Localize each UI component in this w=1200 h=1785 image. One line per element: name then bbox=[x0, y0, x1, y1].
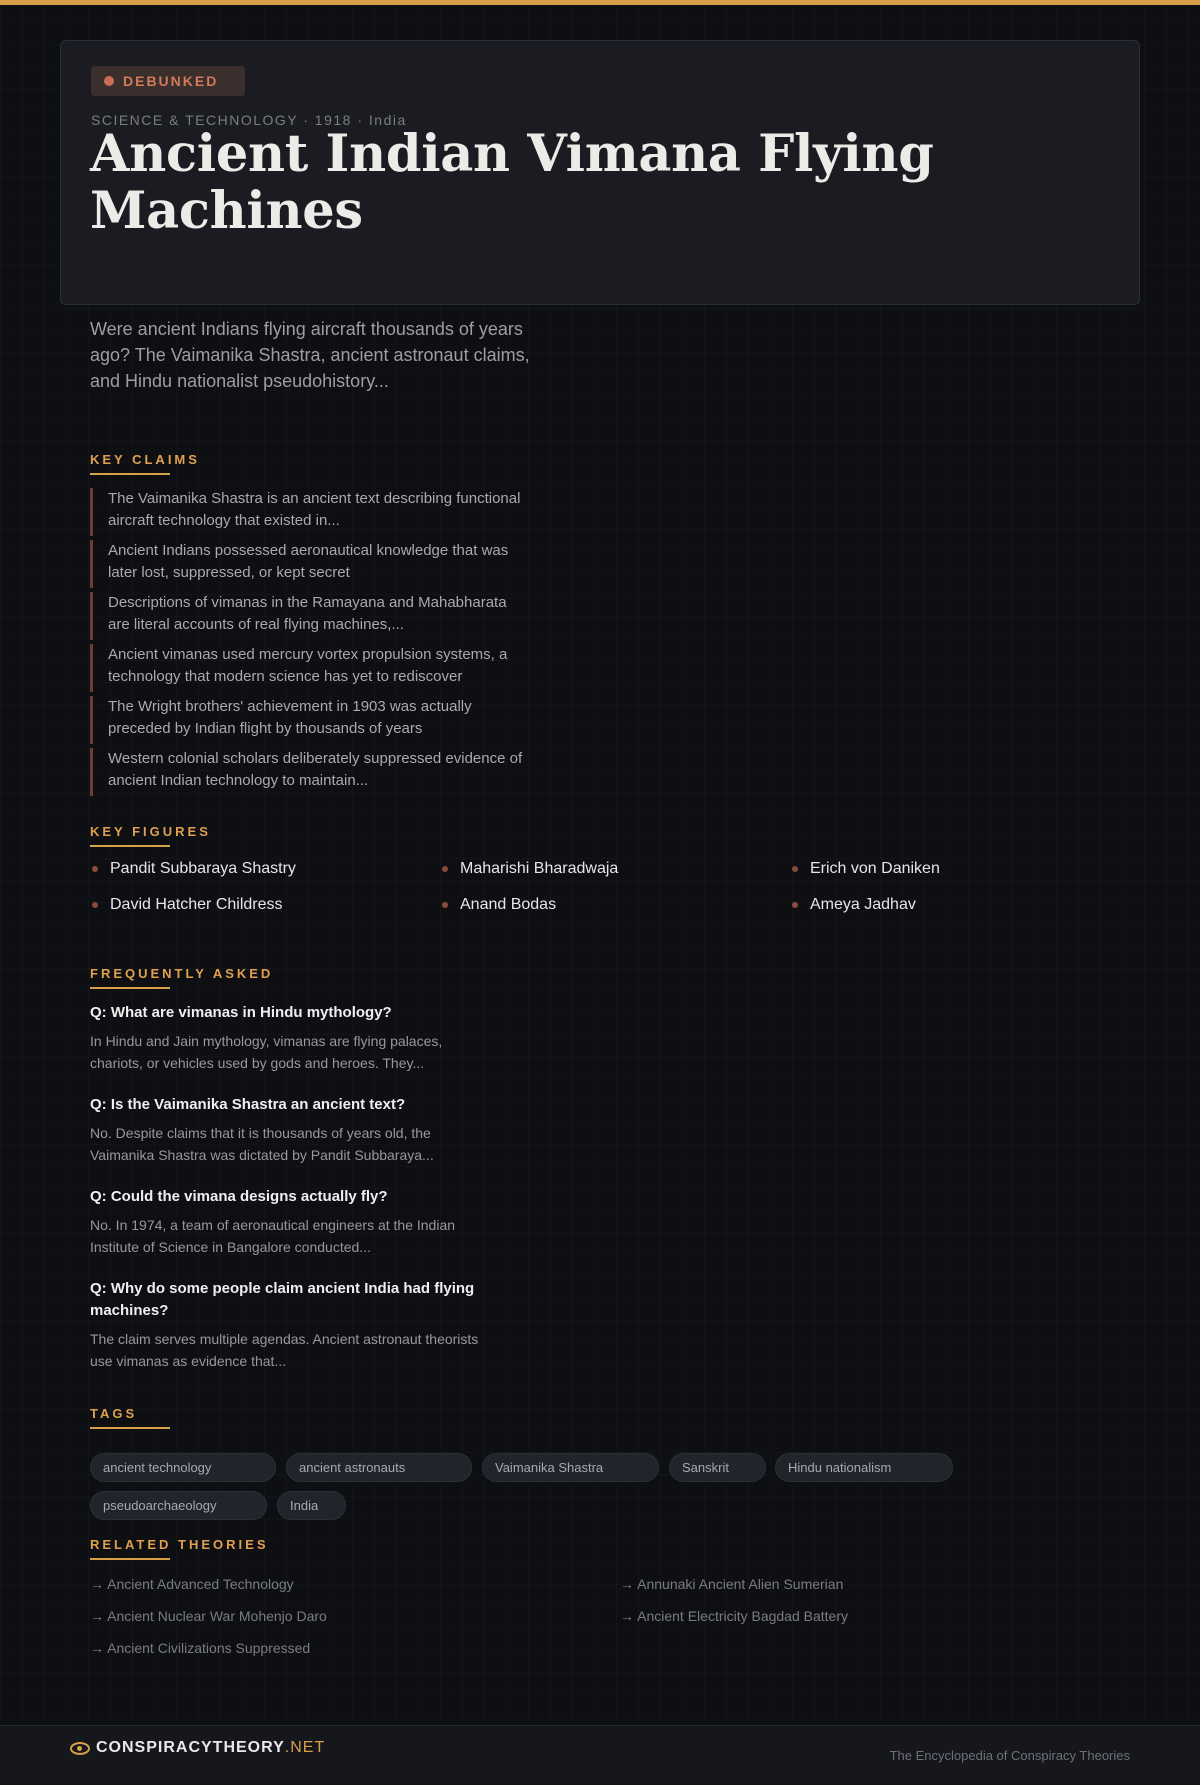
figure-name: David Hatcher Childress bbox=[110, 896, 283, 913]
brand-name: CONSPIRACYTHEORY bbox=[96, 1739, 285, 1756]
tag-chip[interactable]: Sanskrit bbox=[669, 1453, 766, 1482]
brand-tld: .NET bbox=[284, 1739, 326, 1756]
bullet-icon bbox=[792, 902, 798, 908]
figure-name: Maharishi Bharadwaja bbox=[460, 860, 619, 877]
figure-name: Ameya Jadhav bbox=[810, 896, 916, 913]
bullet-icon bbox=[92, 902, 98, 908]
related-rule bbox=[90, 1558, 170, 1560]
faq-question[interactable]: Q: What are vimanas in Hindu mythology? bbox=[90, 1004, 392, 1021]
tag-chip[interactable]: Hindu nationalism bbox=[775, 1453, 953, 1482]
faq-question[interactable]: Q: Is the Vaimanika Shastra an ancient text? bbox=[90, 1096, 406, 1113]
bullet-icon bbox=[442, 866, 448, 872]
figure-item[interactable] bbox=[792, 896, 916, 914]
tag-chip[interactable]: India bbox=[277, 1491, 346, 1520]
figure-name: Erich von Daniken bbox=[810, 860, 940, 877]
key-figures-heading: KEY FIGURES bbox=[90, 824, 211, 839]
key-figures-rule bbox=[90, 845, 170, 847]
related-link[interactable]: → Annunaki Ancient Alien Sumerian bbox=[620, 1576, 844, 1592]
figure-name: Anand Bodas bbox=[460, 896, 557, 913]
claim-item: Western colonial scholars deliberately suppressed evidence of ancient Indian technology to maintain... bbox=[90, 748, 530, 796]
faq-question[interactable]: Q: Could the vimana designs actually fly? bbox=[90, 1188, 388, 1205]
related-heading: RELATED THEORIES bbox=[90, 1537, 269, 1552]
figure-item[interactable] bbox=[792, 860, 940, 878]
page-title: Ancient Indian Vimana Flying Machines bbox=[90, 124, 934, 241]
faq-answer: No. In 1974, a team of aeronautical engineers at the Indian Institute of Science in Bangalore conducted... bbox=[90, 1217, 456, 1255]
tags-rule bbox=[90, 1427, 170, 1429]
tag-chip[interactable]: Vaimanika Shastra bbox=[482, 1453, 659, 1482]
figure-name: Pandit Subbaraya Shastry bbox=[110, 860, 296, 877]
faq-answer: The claim serves multiple agendas. Ancient astronaut theorists use vimanas as evidence that... bbox=[90, 1331, 479, 1369]
faq-question[interactable]: Q: Why do some people claim ancient India had flying machines? bbox=[90, 1280, 475, 1319]
site-footer bbox=[0, 1725, 1200, 1785]
eye-icon bbox=[70, 1742, 90, 1755]
key-claims-rule bbox=[90, 473, 170, 475]
claim-item: Descriptions of vimanas in the Ramayana and Mahabharata are literal accounts of real flying machines,... bbox=[90, 592, 530, 640]
tag-chip[interactable]: ancient technology bbox=[90, 1453, 276, 1482]
figure-item[interactable] bbox=[92, 896, 283, 914]
tags-heading: TAGS bbox=[90, 1406, 138, 1421]
related-link[interactable]: → Ancient Civilizations Suppressed bbox=[90, 1640, 311, 1656]
related-link[interactable]: → Ancient Electricity Bagdad Battery bbox=[620, 1608, 848, 1624]
category-meta: SCIENCE & TECHNOLOGY · 1918 · India bbox=[91, 112, 407, 128]
claim-item: The Wright brothers' achievement in 1903 was actually preceded by Indian flight by thousands of years bbox=[90, 696, 530, 744]
footer-tagline: The Encyclopedia of Conspiracy Theories bbox=[889, 1748, 1130, 1763]
tag-chip[interactable]: pseudoarchaeology bbox=[90, 1491, 267, 1520]
status-dot-icon bbox=[104, 76, 114, 86]
intro-summary: Were ancient Indians flying aircraft thousands of years ago? The Vaimanika Shastra, ancient astronaut claims, and Hindu nationalist pseudohistory... bbox=[90, 319, 530, 391]
related-link[interactable]: → Ancient Nuclear War Mohenjo Daro bbox=[90, 1608, 327, 1624]
faq-answer: No. Despite claims that it is thousands of years old, the Vaimanika Shastra was dictated by Pandit Subbaraya... bbox=[90, 1125, 434, 1163]
figure-item[interactable] bbox=[442, 896, 556, 914]
related-link[interactable]: → Ancient Advanced Technology bbox=[90, 1576, 294, 1592]
top-accent-bar bbox=[0, 0, 1200, 5]
faq-rule bbox=[90, 987, 170, 989]
status-badge bbox=[91, 66, 245, 96]
claim-item: Ancient Indians possessed aeronautical knowledge that was later lost, suppressed, or kept secret bbox=[90, 540, 530, 588]
figure-item[interactable] bbox=[92, 860, 296, 878]
bullet-icon bbox=[792, 866, 798, 872]
faq-answer: In Hindu and Jain mythology, vimanas are flying palaces, chariots, or vehicles used by gods and heroes. They... bbox=[90, 1033, 443, 1071]
claim-item: The Vaimanika Shastra is an ancient text describing functional aircraft technology that existed in... bbox=[90, 488, 530, 536]
key-claims-heading: KEY CLAIMS bbox=[90, 452, 200, 467]
faq-heading: FREQUENTLY ASKED bbox=[90, 966, 274, 981]
bullet-icon bbox=[92, 866, 98, 872]
hero-card bbox=[60, 40, 1140, 305]
figure-item[interactable] bbox=[442, 860, 618, 878]
claim-item: Ancient vimanas used mercury vortex propulsion systems, a technology that modern science has yet to rediscover bbox=[90, 644, 530, 692]
site-logo[interactable] bbox=[70, 1739, 325, 1757]
tag-chip[interactable]: ancient astronauts bbox=[286, 1453, 472, 1482]
status-badge-label: DEBUNKED bbox=[123, 73, 219, 89]
bullet-icon bbox=[442, 902, 448, 908]
